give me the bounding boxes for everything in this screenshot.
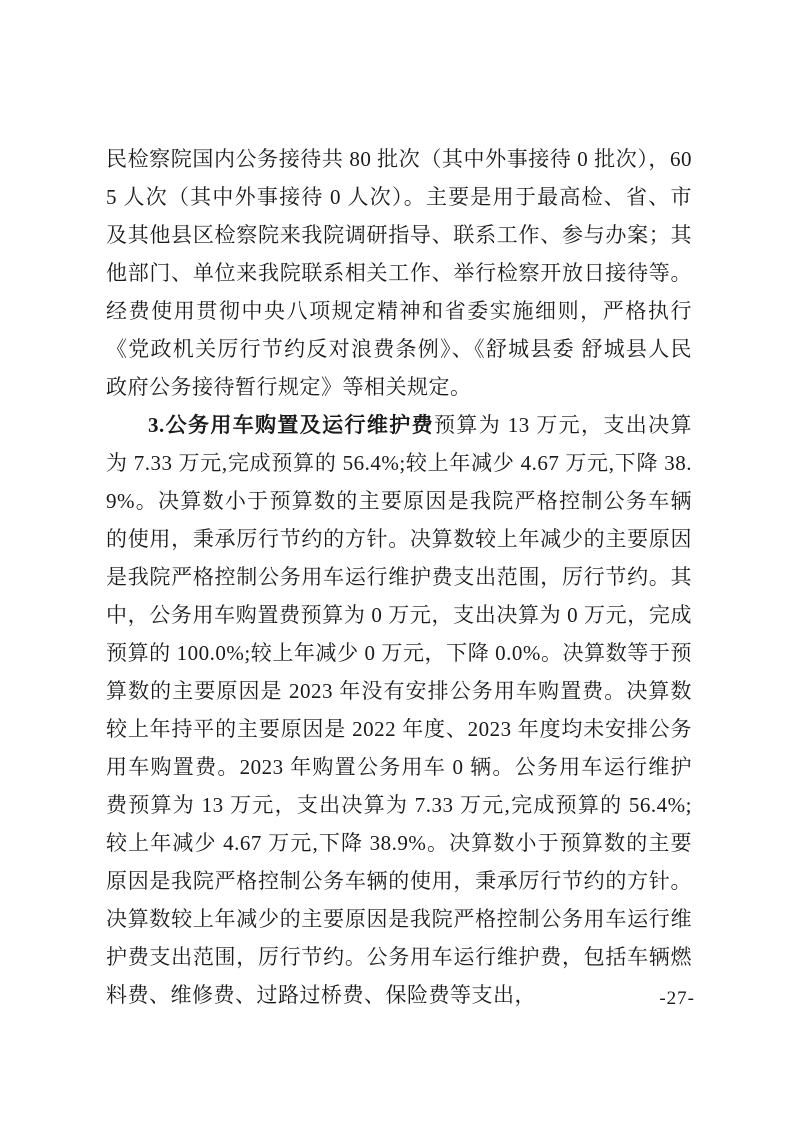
paragraph-bold-heading: 3.公务用车购置及运行维护费 [148, 413, 434, 437]
page-number: -27- [659, 988, 695, 1009]
paragraph-body-text: 预算为 13 万元，支出决算为 7.33 万元,完成预算的 56.4%;较上年减少 4.67 万元,下降 38.9%。决算数小于预算数的主要原因是我院严格控制公务车辆的使用，秉承厉行节约的方针。决算数较上年减少的主要原因是我院严格控制公务用车运行维护费支出范围，厉行节约。其中，公务用车购置费预算为 0 万元，支出决算为 0 万元，完成预算的 100.0%;较上年减少 0 万元，下降 0.0%。决算数等于预算数的主要原因是 2023 年没有安排公务用车购置费。决算数较上年持平的主要原因是 2022 年度、2023 年度均未安排公务用车购置费。2023 年购置公务用车 0 辆。公务用车运行维护费预算为 13 万元，支出决算为 7.33 万元,完成预算的 56.4%;较上年减少 4.67 万元,下降 38.9%。决算数小于预算数的主要原因是我院严格控制公务车辆的使用，秉承厉行节约的方针。决算数较上年减少的主要原因是我院严格控制公务用车运行维护费支出范围，厉行节约。公务用车运行维护费，包括车辆燃料费、维修费、过路过桥费、保险费等支出， [106, 413, 693, 1007]
page-body [106, 140, 692, 1014]
paragraph-official-reception: 民检察院国内公务接待共 80 批次（其中外事接待 0 批次），605 人次（其中外事接待 0 人次）。主要是用于最高检、省、市及其他县区检察院来我院调研指导、联系工作、参与办案；其他部门、单位来我院联系相关工作、举行检察开放日接待等。经费使用贯彻中央八项规定精神和省委实施细则，严格执行《党政机关厉行节约反对浪费条例》、《舒城县委 舒城县人民政府公务接待暂行规定》等相关规定。 [106, 147, 692, 399]
paragraph-vehicle-expense [106, 406, 692, 1014]
